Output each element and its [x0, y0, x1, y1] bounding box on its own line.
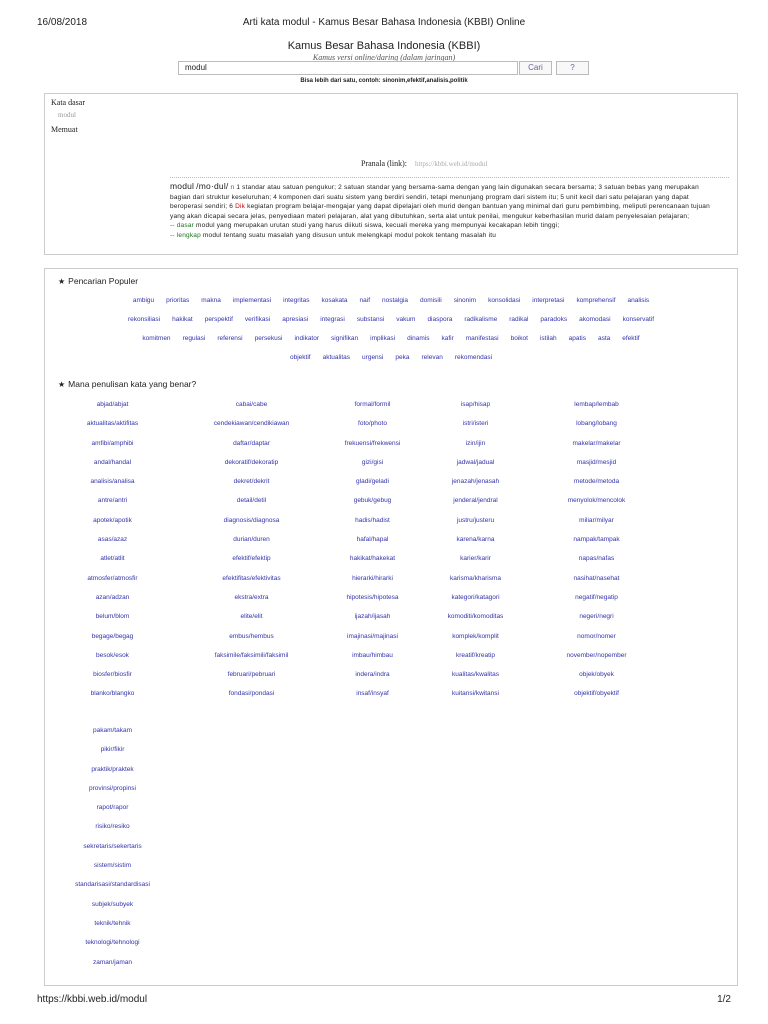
definition-1: 1 standar atau satuan pengukur;: [236, 184, 337, 191]
spelling-column-1: [45, 399, 180, 708]
search-button[interactable]: Cari: [519, 61, 552, 75]
popular-row-4: [49, 354, 733, 361]
popular-link[interactable]: apresiasi: [282, 316, 309, 323]
definition-6-tag: Dik: [235, 203, 246, 210]
spelling-link[interactable]: dekret/dekrit: [233, 478, 270, 486]
popular-link[interactable]: urgensi: [362, 354, 384, 361]
spelling-heading: ★ Mana penulisan kata yang benar?: [58, 379, 197, 389]
spelling-link[interactable]: karisma/kharisma: [450, 574, 501, 582]
spelling-link[interactable]: kategori/katagori: [451, 593, 500, 601]
popular-link[interactable]: komprehensif: [576, 297, 616, 304]
spelling-link[interactable]: napas/nafas: [578, 555, 615, 563]
spelling-link[interactable]: atmosfer/atmosfir: [87, 574, 138, 582]
search-hint: Bisa lebih dari satu, contoh: sinonim,efektif,analisis,politik: [300, 78, 468, 84]
popular-link[interactable]: vakum: [396, 316, 416, 323]
spelling-link[interactable]: november/nopember: [566, 651, 627, 659]
spelling-link[interactable]: asas/azaz: [97, 536, 128, 544]
spelling-link[interactable]: hakikat/hakekat: [349, 555, 396, 563]
spelling-link[interactable]: rapot/rapor: [96, 804, 129, 812]
sub-entry-dasar-marker: -- dasar: [170, 222, 194, 229]
spelling-column-4: [408, 399, 543, 708]
definition-6: kegiatan program belajar-mengajar yang dapat dipelajari oleh murid dengan bantuan yang minimal dari guru pembimbing, meliputi perencanaan tujuan yang akan dicapai secara jelas, penyediaan materi pelajaran, alat yang dibutuhkan, serta alat untuk penilai, mengukur keberhasilan murid dalam penyelesaian pelajaran;: [170, 203, 710, 220]
popular-row-2: [49, 316, 733, 323]
definition-4: 4 komponen dari suatu sistem yang berdiri sendiri, tetapi menunjang program dari sistem itu;: [273, 193, 559, 201]
popular-link[interactable]: istilah: [539, 335, 557, 342]
spelling-link[interactable]: zaman/jaman: [92, 958, 133, 966]
popular-link[interactable]: konsolidasi: [488, 297, 521, 304]
entry-word: modul: [170, 181, 195, 191]
popular-link[interactable]: sinonim: [453, 297, 477, 304]
spelling-link[interactable]: provinsi/propinsi: [89, 784, 136, 792]
spelling-link[interactable]: efektifitas/efektivitas: [222, 574, 281, 582]
print-date: 16/08/2018: [37, 17, 88, 28]
spelling-link[interactable]: frekuensi/frekwensi: [344, 439, 401, 447]
spelling-link[interactable]: nampak/tampak: [573, 536, 620, 544]
popular-link[interactable]: domisili: [420, 297, 442, 304]
spelling-link[interactable]: izin/ijin: [465, 439, 486, 447]
popular-link[interactable]: hakikat: [172, 316, 193, 323]
spelling-link[interactable]: apotek/apotik: [93, 516, 132, 524]
popular-link[interactable]: peka: [395, 354, 410, 361]
popular-link[interactable]: substansi: [356, 316, 385, 323]
spelling-link[interactable]: azan/adzan: [95, 593, 130, 601]
spelling-link[interactable]: hadis/hadist: [355, 516, 390, 524]
pos-tag: n: [230, 184, 235, 191]
popular-heading: ★ Pencarian Populer: [58, 276, 139, 286]
sub-entry-lengkap: modul tentang suatu masalah yang disusun untuk melengkapi modul pokok tentang masalah itu: [202, 231, 497, 239]
popular-link[interactable]: indikator: [294, 335, 320, 342]
popular-link[interactable]: perspektif: [204, 316, 233, 323]
spelling-link[interactable]: fondasi/pondasi: [228, 690, 275, 698]
spelling-link[interactable]: teknik/tehnik: [94, 919, 131, 927]
definition-3: 3 satuan bebas yang merupakan bagian dari struktur keseluruhan;: [170, 184, 699, 201]
popular-link[interactable]: akomodasi: [579, 316, 611, 323]
popular-link[interactable]: aktualitas: [322, 354, 351, 361]
spelling-link[interactable]: lobang/lobang: [576, 420, 617, 428]
popular-link[interactable]: radikal: [509, 316, 529, 323]
spelling-link[interactable]: aktualitas/aktifitas: [86, 420, 139, 428]
spelling-link[interactable]: hipotesis/hipotesa: [346, 593, 399, 601]
popular-link[interactable]: paradoks: [540, 316, 568, 323]
spelling-link[interactable]: diagnosis/diagnosa: [223, 516, 280, 524]
spelling-column-1-continued: [45, 725, 180, 976]
definition-text: [170, 182, 718, 240]
spelling-link[interactable]: imajinasi/majinasi: [347, 632, 398, 640]
site-subtitle: Kamus versi online/daring (dalam jaringan): [312, 53, 456, 62]
spelling-link[interactable]: cendekiawan/cendikiawan: [213, 420, 290, 428]
spelling-link[interactable]: istri/isteri: [462, 420, 489, 428]
popular-link[interactable]: naif: [359, 297, 370, 304]
popular-link[interactable]: dinamis: [407, 335, 430, 342]
popular-link[interactable]: analisis: [627, 297, 650, 304]
spelling-link[interactable]: komoditi/komoditas: [447, 613, 504, 621]
spelling-link[interactable]: gebuk/gebug: [353, 497, 392, 505]
spelling-link[interactable]: efektif/efektip: [232, 555, 271, 563]
spelling-link[interactable]: abjad/abjat: [96, 401, 129, 408]
kata-dasar-link[interactable]: modul: [58, 111, 76, 119]
spelling-link[interactable]: sistem/sistim: [93, 862, 132, 870]
popular-link[interactable]: interpretasi: [532, 297, 565, 304]
spelling-link[interactable]: kualitas/kwalitas: [452, 671, 499, 679]
popular-link[interactable]: efektif: [622, 335, 640, 342]
sub-entry-lengkap-marker: -- lengkap: [170, 231, 201, 239]
spelling-link[interactable]: atlet/atlit: [100, 555, 125, 563]
print-url: https://kbbi.web.id/modul: [37, 994, 148, 1005]
help-button[interactable]: ?: [556, 61, 589, 75]
spelling-link[interactable]: amfibi/amphibi: [91, 439, 134, 447]
spelling-link[interactable]: belum/blom: [95, 613, 130, 621]
popular-link[interactable]: diaspora: [427, 316, 453, 323]
popular-row-1: [49, 297, 733, 304]
spelling-link[interactable]: indera/indra: [355, 671, 390, 679]
spelling-link[interactable]: antre/antri: [97, 497, 128, 505]
spelling-link[interactable]: andal/handal: [93, 458, 132, 466]
popular-link[interactable]: persekusi: [254, 335, 283, 342]
spelling-link[interactable]: hafal/hapal: [356, 536, 389, 544]
spelling-link[interactable]: nomor/nomer: [577, 632, 616, 640]
spelling-link[interactable]: gladi/geladi: [356, 478, 389, 486]
related-panel: [44, 268, 738, 986]
spelling-link[interactable]: kuitansi/kwitansi: [452, 690, 499, 698]
popular-link[interactable]: verifikasi: [244, 316, 271, 323]
spelling-link[interactable]: faksimile/faksimili/faksimil: [214, 651, 289, 659]
spelling-link[interactable]: biosfer/biosfir: [93, 671, 132, 679]
popular-link[interactable]: boikot: [510, 335, 528, 342]
spelling-link[interactable]: gizi/gisi: [361, 458, 384, 466]
spelling-link[interactable]: besok/esok: [96, 651, 129, 659]
spelling-column-2: [184, 399, 319, 708]
spelling-link[interactable]: metode/metoda: [573, 478, 620, 486]
spelling-link[interactable]: isap/hisap: [460, 401, 491, 408]
spelling-link[interactable]: negatif/negatip: [575, 593, 618, 601]
spelling-link[interactable]: jenazah/jenasah: [451, 478, 500, 486]
spelling-link[interactable]: embus/hembus: [229, 632, 274, 640]
spelling-link[interactable]: makelar/makelar: [572, 439, 621, 447]
spelling-link[interactable]: masjid/mesjid: [576, 458, 617, 466]
definition-5: 5 unit kecil dari satu pelajaran yang dapat beroperasi sendiri;: [170, 193, 689, 210]
spelling-link[interactable]: foto/photo: [358, 420, 387, 428]
spelling-link[interactable]: objektif/obyektif: [574, 690, 619, 698]
spelling-link[interactable]: elite/elit: [240, 613, 263, 621]
spelling-link[interactable]: teknologi/tehnologi: [85, 939, 140, 947]
popular-link[interactable]: integrasi: [320, 316, 345, 323]
popular-link[interactable]: relevan: [421, 354, 443, 361]
spelling-link[interactable]: miliar/milyar: [579, 516, 614, 524]
entry-panel: [44, 93, 738, 255]
spelling-link[interactable]: nasihat/nasehat: [573, 574, 620, 582]
spelling-link[interactable]: komplek/komplit: [452, 632, 499, 640]
spelling-link[interactable]: menyolok/mencolok: [567, 497, 626, 505]
spelling-link[interactable]: begage/begag: [91, 632, 134, 640]
spelling-link[interactable]: pikir/fikir: [100, 746, 125, 754]
popular-link[interactable]: kafir: [441, 335, 454, 342]
popular-link[interactable]: konservatif: [622, 316, 655, 323]
spelling-link[interactable]: ijazah/ijasah: [354, 613, 391, 621]
definition-6-num: 6: [229, 203, 234, 210]
spelling-link[interactable]: standarisasi/standardisasi: [75, 881, 150, 889]
spelling-link[interactable]: analisis/analisa: [90, 478, 135, 486]
spelling-link[interactable]: imbau/himbau: [352, 651, 393, 659]
spelling-link[interactable]: jenderal/jendral: [453, 497, 498, 505]
search-input[interactable]: modul: [178, 61, 518, 75]
spelling-link[interactable]: formal/formil: [354, 401, 391, 408]
popular-link[interactable]: ambigu: [132, 297, 155, 304]
popular-link[interactable]: regulasi: [182, 335, 206, 342]
spelling-column-5: [529, 399, 664, 708]
spelling-link[interactable]: hierarki/hirarki: [352, 574, 393, 582]
popular-link[interactable]: asta: [597, 335, 611, 342]
popular-link[interactable]: rekonsiliasi: [127, 316, 161, 323]
site-title[interactable]: Kamus Besar Bahasa Indonesia (KBBI): [287, 40, 481, 52]
spelling-link[interactable]: kreatif/kreatip: [455, 651, 496, 659]
popular-link[interactable]: prioritas: [166, 297, 190, 304]
spelling-link[interactable]: praktik/praktek: [91, 765, 134, 773]
spelling-link[interactable]: sekretaris/sekertaris: [83, 842, 142, 850]
spelling-link[interactable]: insaf/insyaf: [356, 690, 389, 698]
popular-link[interactable]: referensi: [217, 335, 243, 342]
pranala-url[interactable]: https://kbbi.web.id/modul: [414, 160, 488, 168]
spelling-link[interactable]: daftar/daptar: [233, 439, 270, 447]
popular-link[interactable]: kosakata: [321, 297, 348, 304]
popular-link[interactable]: nostalgia: [382, 297, 409, 304]
spelling-link[interactable]: februari/pebruari: [227, 671, 276, 679]
kata-dasar-label: Kata dasar: [51, 98, 85, 107]
popular-link[interactable]: manifestasi: [465, 335, 499, 342]
popular-link[interactable]: komitmen: [142, 335, 171, 342]
popular-row-3: [49, 335, 733, 342]
spelling-link[interactable]: detail/detil: [236, 497, 267, 505]
entry-pronunciation: /mo·dul/: [196, 181, 229, 191]
spelling-link[interactable]: negeri/negri: [579, 613, 614, 621]
definition-2: 2 satuan standar yang bersama-sama dengan yang lain digunakan secara bersama;: [338, 184, 597, 191]
pranala-label: Pranala (link):: [361, 159, 407, 168]
spelling-link[interactable]: cabai/cabe: [235, 401, 268, 408]
spelling-link[interactable]: objek/obyek: [579, 671, 614, 679]
memuat-label: Memuat: [51, 125, 78, 134]
star-icon: ★: [58, 380, 66, 389]
popular-link[interactable]: implementasi: [232, 297, 272, 304]
popular-link[interactable]: radikalisme: [464, 316, 498, 323]
print-page-number: 1/2: [717, 994, 731, 1005]
pranala: [361, 159, 487, 168]
spelling-link[interactable]: karier/karir: [460, 555, 491, 563]
popular-link[interactable]: objektif: [289, 354, 311, 361]
spelling-link[interactable]: karena/karna: [456, 536, 495, 544]
spelling-link[interactable]: durian/duren: [233, 536, 270, 544]
popular-link[interactable]: signifikan: [331, 335, 359, 342]
popular-link[interactable]: implikasi: [370, 335, 396, 342]
star-icon: ★: [58, 277, 66, 286]
popular-link[interactable]: apatis: [568, 335, 586, 342]
print-page-title: Arti kata modul - Kamus Besar Bahasa Indonesia (KBBI) Online: [242, 17, 526, 28]
spelling-link[interactable]: risiko/resiko: [95, 823, 130, 831]
spelling-link[interactable]: pakam/takam: [92, 727, 133, 734]
spelling-link[interactable]: lembap/lembab: [574, 401, 619, 408]
spelling-link[interactable]: justru/justeru: [456, 516, 495, 524]
spelling-link[interactable]: blanko/blangko: [90, 690, 135, 698]
spelling-link[interactable]: dekoratif/dekoratip: [224, 458, 279, 466]
popular-link[interactable]: rekomendasi: [454, 354, 493, 361]
popular-link[interactable]: integritas: [283, 297, 310, 304]
divider: [170, 177, 729, 178]
spelling-link[interactable]: ekstra/extra: [234, 593, 269, 601]
spelling-link[interactable]: subjek/subyek: [91, 900, 134, 908]
sub-entry-dasar: modul yang merupakan urutan studi yang harus diikuti siswa, kecuali mereka yang mempunyai kecakapan lebih tinggi;: [196, 222, 560, 229]
popular-link[interactable]: makna: [201, 297, 221, 304]
spelling-link[interactable]: jadwal/jadual: [456, 458, 495, 466]
